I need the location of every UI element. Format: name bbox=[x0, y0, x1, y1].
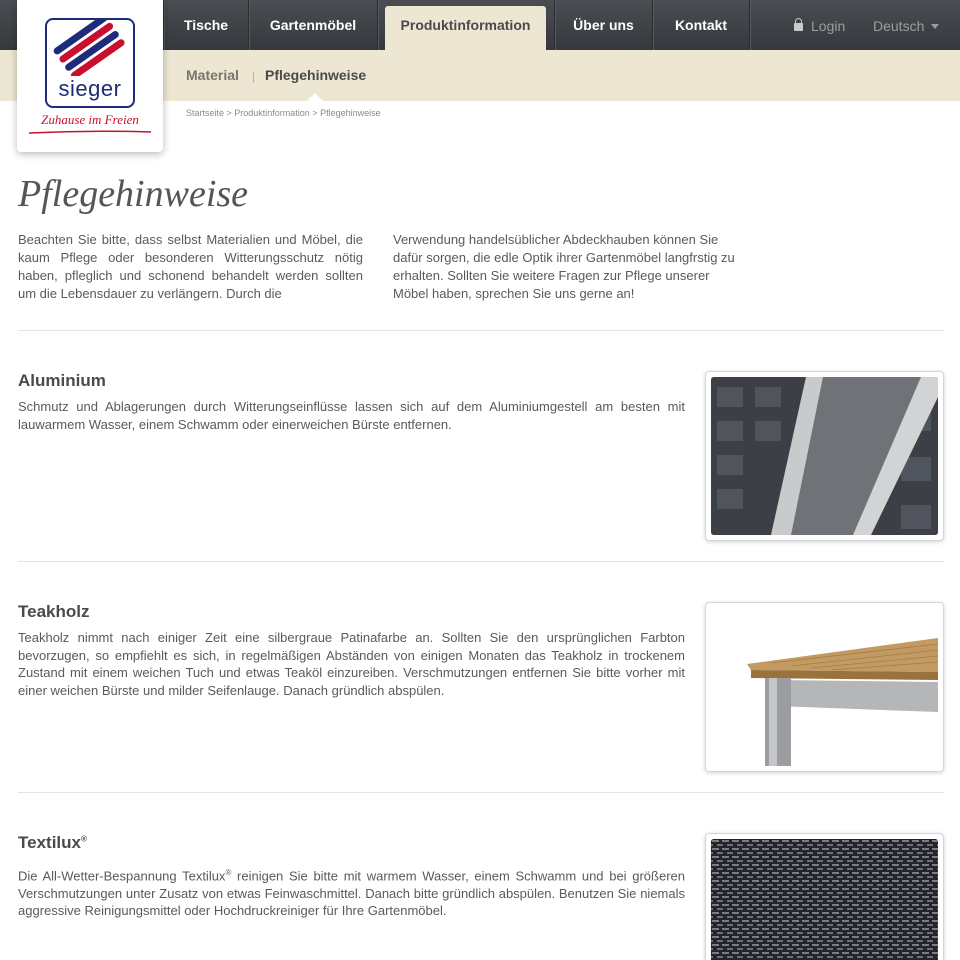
subnav-item-material[interactable]: Material bbox=[186, 67, 239, 83]
login-link[interactable] bbox=[794, 0, 845, 50]
logo-underline bbox=[27, 130, 153, 134]
language-label: Deutsch bbox=[873, 18, 925, 34]
nav-item-gartenmoebel[interactable]: Gartenmöbel bbox=[269, 17, 357, 33]
teak-table-image bbox=[711, 608, 938, 766]
logo[interactable] bbox=[17, 0, 163, 152]
nav-item-kontakt[interactable]: Kontakt bbox=[674, 17, 728, 33]
section-text-teakholz: Teakholz nimmt nach einiger Zeit eine silbergraue Patinafarbe an. Sollten Sie den ursprünglichen Farbton bevorzugen, so empfiehlt es sich, in regelmäßigen Abständen von einigen Monaten das Teakholz in trockenem Zustand mit einem weichen Tuch und etwas Teaköl einzureiben. Verschmutzungen entfernen Sie bitte vorher mit einer weichen Bürste und milder Seifenlauge. Danach gründlich abspülen. bbox=[18, 630, 685, 698]
subnav-active-indicator bbox=[307, 93, 323, 101]
nav-item-ueber-uns[interactable]: Über uns bbox=[573, 17, 634, 33]
lock-icon bbox=[794, 23, 803, 31]
logo-slogan: Zuhause im Freien bbox=[41, 112, 139, 127]
section-title-aluminium: Aluminium bbox=[18, 371, 106, 390]
registered-mark: ® bbox=[225, 868, 232, 877]
aluminium-frame-image bbox=[711, 377, 938, 535]
nav-divider bbox=[377, 0, 378, 50]
section-text-aluminium: Schmutz und Ablagerungen durch Witterungseinflüsse lassen sich auf dem Aluminiumgestell am besten mit lauwarmem Wasser, einem Schwamm oder einerweichen Bürste entfernen. bbox=[18, 399, 685, 432]
chevron-down-icon bbox=[931, 24, 939, 29]
logo-stripes-icon bbox=[47, 20, 133, 76]
divider bbox=[18, 792, 944, 793]
section-text-textilux bbox=[18, 864, 685, 920]
textilux-fabric-image bbox=[711, 839, 938, 960]
page-title: Pflegehinweise bbox=[18, 173, 249, 215]
subnav-item-pflegehinweise[interactable]: Pflegehinweise bbox=[265, 67, 367, 83]
textilux-photo bbox=[705, 833, 944, 960]
section-title-textilux bbox=[18, 833, 87, 853]
breadcrumb: Startseite > Produktinformation > Pflegehinweise bbox=[186, 108, 381, 118]
section-title-teakholz: Teakholz bbox=[18, 602, 90, 621]
intro-text-column-2: Verwendung handelsüblicher Abdeckhauben können Sie dafür sorgen, die edle Optik ihrer Gartenmöbel langfrstig zu erhalten. Sollten Sie weitere Fragen zur Pflege unserer Möbel haben, sprechen Sie uns gerne an! bbox=[393, 232, 735, 301]
aluminium-photo bbox=[705, 371, 944, 541]
section-text-textilux-part2: reinigen Sie bitte mit warmem Wasser, einem Schwamm und bei größeren Verschmutzungen unter Zusatz von etwas Feinwaschmittel. Danach bitte gründlich abspülen. Benutzen Sie niemals aggressive Reinigungsmittel oder Hochdruckreiniger für Ihre Gartenmöbel. bbox=[18, 868, 685, 919]
nav-divider bbox=[749, 0, 750, 50]
logo-wordmark: sieger bbox=[58, 76, 122, 101]
registered-mark: ® bbox=[80, 834, 87, 844]
divider bbox=[18, 330, 944, 331]
logo-mark bbox=[45, 18, 135, 108]
section-text-textilux-part1: Die All-Wetter-Bespannung Textilux bbox=[18, 868, 226, 884]
nav-item-produktinformation[interactable]: Produktinformation bbox=[385, 6, 546, 50]
section-title-textilux-text: Textilux bbox=[18, 833, 81, 852]
subnav-divider: | bbox=[252, 69, 256, 83]
language-selector[interactable] bbox=[873, 0, 939, 50]
nav-item-tische[interactable]: Tische bbox=[183, 17, 229, 33]
divider bbox=[18, 561, 944, 562]
login-label: Login bbox=[811, 18, 846, 34]
teakholz-photo bbox=[705, 602, 944, 772]
intro-text-column-1: Beachten Sie bitte, dass selbst Materialien und Möbel, die kaum Pflege oder besonderen Witterungsschutz nötig haben, pfleglich und schonend behandelt werden sollten um die Lebensdauer zu verlängern. Durch die bbox=[18, 232, 363, 301]
